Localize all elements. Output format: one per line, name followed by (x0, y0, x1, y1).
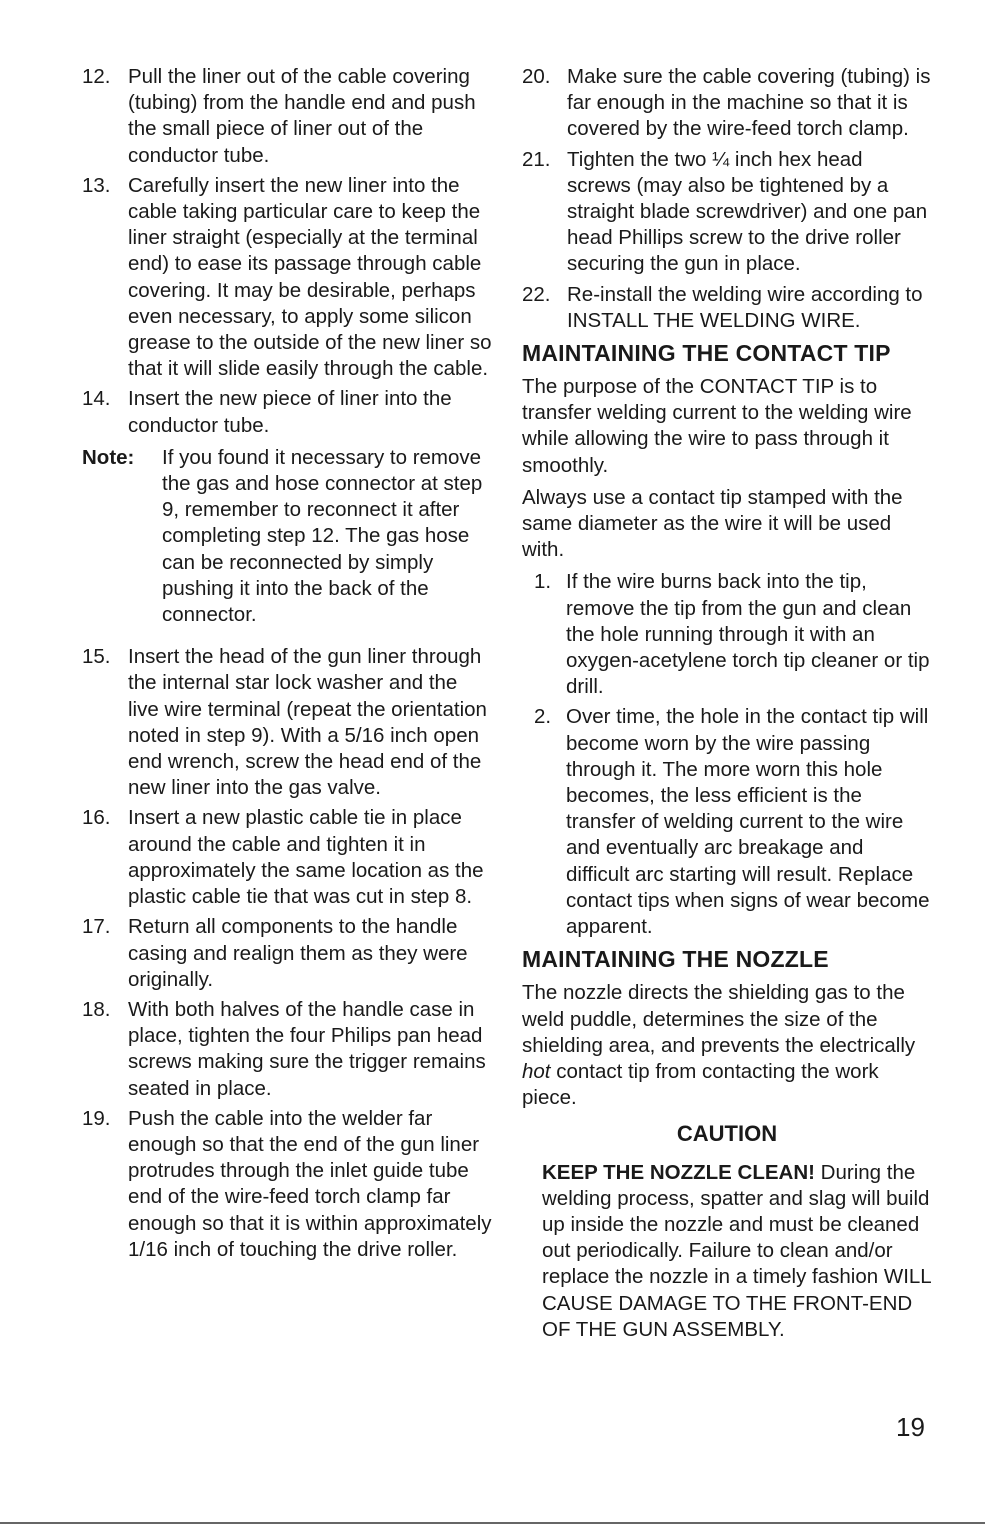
step-13 (82, 173, 492, 383)
nozzle-heading: MAINTAINING THE NOZZLE (522, 946, 829, 973)
step-number: 16. (82, 806, 111, 830)
step-14 (82, 386, 492, 438)
step-17 (82, 914, 492, 993)
step-number: 12. (82, 65, 111, 88)
caution-body (522, 1160, 932, 1343)
step-20 (522, 64, 932, 143)
item-number: 2. (534, 705, 552, 729)
nozzle-paragraph (522, 980, 932, 1111)
step-number: 14. (82, 387, 111, 411)
step-22 (522, 282, 932, 334)
step-number: 22. (522, 282, 551, 306)
step-16 (82, 805, 492, 910)
step-text: Insert the head of the gun liner through the internal star lock washer and the live wire terminal (repeat the orientation noted in step 9). With a 5/16 inch open end wrench, screw the head end of the new liner into the gas valve. (128, 645, 487, 800)
contact-tip-heading: MAINTAINING THE CONTACT TIP (522, 340, 891, 367)
note-block (82, 445, 492, 628)
step-text: Insert the new piece of liner into the conductor tube. (128, 387, 452, 437)
step-number: 17. (82, 915, 111, 939)
page-number: 19 (896, 1412, 925, 1442)
right-column (522, 64, 932, 1343)
caution-text: During the welding process, spatter and slag will build up inside the nozzle and must be cleaned out periodically. Failure to clean and/or replace the nozzle in a timely fashion WILL CAUSE DAMAGE TO THE FRONT-END OF THE GUN ASSEMBLY. (542, 1160, 931, 1341)
step-text: Insert a new plastic cable tie in place around the cable and tighten it in approximately the same location as the plastic cable tie that was cut in step 8. (128, 806, 484, 909)
nozzle-text-a: The nozzle directs the shielding gas to the weld puddle, determines the size of the shielding area, and prevents the electrically (522, 981, 916, 1057)
note-label: Note: (82, 445, 135, 469)
contact-tip-item-1 (522, 569, 932, 700)
step-text: Push the cable into the welder far enough so that the end of the gun liner protrudes through the inlet guide tube end of the wire-feed torch clamp far enough so that it is within approximately 1/16 inch of touching the drive roller. (128, 1106, 492, 1261)
step-number: 15. (82, 645, 111, 669)
caution-title: CAUTION (676, 1121, 778, 1147)
step-number: 19. (82, 1106, 111, 1130)
contact-tip-paragraph: The purpose of the CONTACT TIP is to transfer welding current to the welding wire while allowing the wire to pass through it smoothly. (522, 375, 912, 477)
step-text: Return all components to the handle casing and realign them as they were originally. (128, 915, 468, 991)
step-15 (82, 644, 492, 801)
step-number: 13. (82, 173, 111, 197)
step-12 (82, 64, 492, 169)
item-text: Over time, the hole in the contact tip will become worn by the wire passing through it. The more worn this hole becomes, the less efficient is the transfer of welding current to the wire and eventually arc breakage and difficult arc starting will result. Replace contact tips when signs of wear become apparent. (566, 705, 930, 939)
contact-tip-item-2 (522, 704, 932, 940)
step-number: 18. (82, 997, 111, 1021)
step-18 (82, 997, 492, 1102)
step-number: 20. (522, 65, 551, 88)
item-number: 1. (534, 570, 552, 594)
left-column (82, 64, 492, 1267)
step-number: 21. (522, 147, 551, 171)
step-21 (522, 147, 932, 278)
note-text: If you found it necessary to remove the gas and hose connector at step 9, remember to reconnect it after completing step 12. The gas hose can be reconnected by simply pushing it into the back of the connector. (162, 445, 483, 627)
step-text: Re-install the welding wire according to INSTALL THE WELDING WIRE. (567, 282, 923, 332)
contact-tip-paragraph: Always use a contact tip stamped with the same diameter as the wire it will be used with. (522, 485, 903, 562)
item-text: If the wire burns back into the tip, remove the tip from the gun and clean the hole running through it with an oxygen-acetylene torch tip cleaner or tip drill. (566, 570, 930, 699)
step-text: Make sure the cable covering (tubing) is far enough in the machine so that it is covered by the wire-feed torch clamp. (567, 65, 931, 141)
nozzle-text-b: contact tip from contacting the work piece. (522, 1059, 879, 1110)
nozzle-text-hot: hot (522, 1059, 551, 1083)
step-text: Pull the liner out of the cable covering (tubing) from the handle end and push the small piece of liner out of the conductor tube. (128, 65, 476, 167)
caution-lead: KEEP THE NOZZLE CLEAN! (542, 1160, 815, 1184)
step-text: Tighten the two ¼ inch hex head screws (may also be tightened by a straight blade screwdriver) and one pan head Phillips screw to the drive roller securing the gun in place. (567, 147, 928, 276)
bottom-rule (0, 1522, 985, 1524)
step-text: With both halves of the handle case in place, tighten the four Philips pan head screws making sure the trigger remains seated in place. (128, 997, 486, 1100)
step-text: Carefully insert the new liner into the cable taking particular care to keep the liner straight (especially at the terminal end) to ease its passage through cable covering. It may be desirable, perhaps even necessary, to apply some silicon grease to the outside of the new liner so that it will slide easily through the cable. (128, 173, 492, 381)
step-19 (82, 1106, 492, 1263)
